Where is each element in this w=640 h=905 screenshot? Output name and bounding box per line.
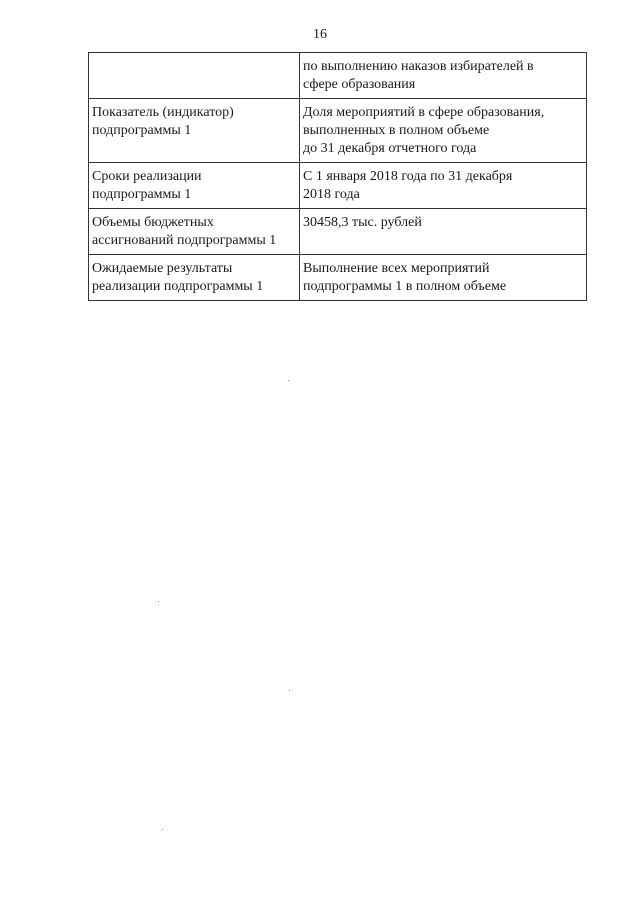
scan-speck	[158, 601, 159, 602]
row-value: Выполнение всех мероприятий подпрограммы 1 в полном объеме	[300, 255, 587, 301]
table-row	[89, 255, 587, 301]
row-label: Ожидаемые результаты реализации подпрограммы 1	[89, 255, 300, 301]
row-value: С 1 января 2018 года по 31 декабря 2018 года	[300, 163, 587, 209]
scan-speck	[288, 380, 289, 381]
subprogram-passport-table	[88, 52, 587, 301]
row-label: Показатель (индикатор) подпрограммы 1	[89, 99, 300, 163]
scan-speck	[162, 829, 163, 830]
table-row	[89, 53, 587, 99]
table-row	[89, 209, 587, 255]
row-label	[89, 53, 300, 99]
table-row	[89, 163, 587, 209]
row-label: Объемы бюджетных ассигнований подпрограммы 1	[89, 209, 300, 255]
row-label: Сроки реализации подпрограммы 1	[89, 163, 300, 209]
table-row	[89, 99, 587, 163]
row-value: по выполнению наказов избирателей в сфере образования	[300, 53, 587, 99]
row-value: 30458,3 тыс. рублей	[300, 209, 587, 255]
page-number: 16	[313, 27, 327, 42]
row-value: Доля мероприятий в сфере образования, выполненных в полном объеме до 31 декабря отчетного года	[300, 99, 587, 163]
scan-speck	[289, 690, 290, 691]
